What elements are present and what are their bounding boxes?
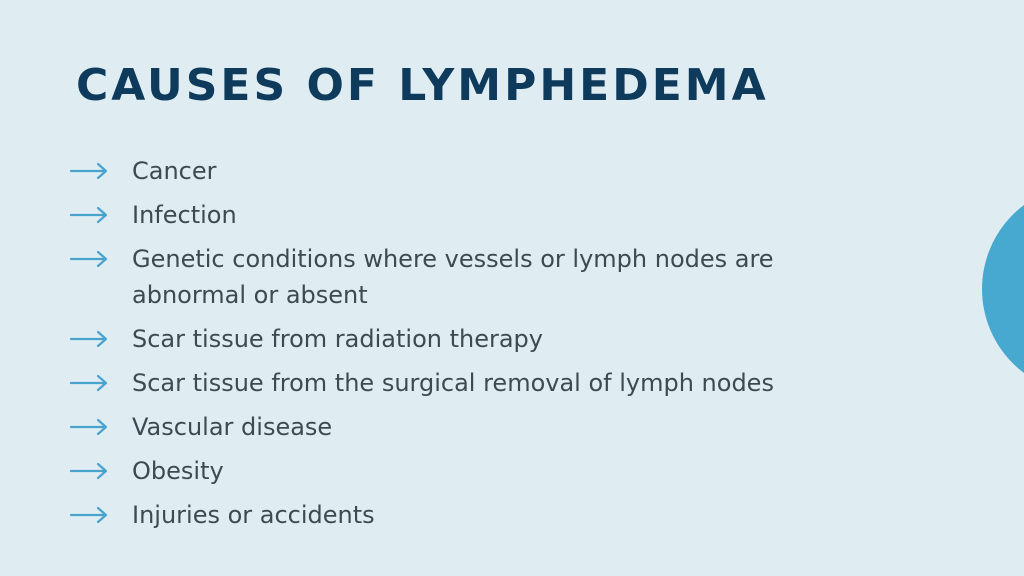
causes-list bbox=[68, 153, 848, 541]
slide-title: CAUSES OF LYMPHEDEMA bbox=[76, 60, 769, 111]
list-item-text: Injuries or accidents bbox=[132, 501, 375, 529]
list-item bbox=[68, 153, 848, 189]
list-item-text: Obesity bbox=[132, 457, 224, 485]
list-item-text: Genetic conditions where vessels or lymph nodes are abnormal or absent bbox=[132, 245, 774, 309]
right-arrow-icon bbox=[68, 197, 112, 233]
list-item bbox=[68, 453, 848, 489]
right-arrow-icon bbox=[68, 153, 112, 189]
list-item-text: Scar tissue from the surgical removal of lymph nodes bbox=[132, 369, 774, 397]
right-arrow-icon bbox=[68, 321, 112, 357]
list-item-text: Vascular disease bbox=[132, 413, 333, 441]
right-arrow-icon bbox=[68, 241, 112, 277]
list-item bbox=[68, 409, 848, 445]
list-item bbox=[68, 365, 848, 401]
list-item bbox=[68, 321, 848, 357]
list-item-text: Scar tissue from radiation therapy bbox=[132, 325, 543, 353]
decorative-circle bbox=[982, 184, 1024, 394]
right-arrow-icon bbox=[68, 365, 112, 401]
list-item-text: Cancer bbox=[132, 157, 217, 185]
right-arrow-icon bbox=[68, 409, 112, 445]
right-arrow-icon bbox=[68, 497, 112, 533]
right-arrow-icon bbox=[68, 453, 112, 489]
list-item bbox=[68, 241, 848, 313]
list-item bbox=[68, 497, 848, 533]
list-item bbox=[68, 197, 848, 233]
list-item-text: Infection bbox=[132, 201, 237, 229]
